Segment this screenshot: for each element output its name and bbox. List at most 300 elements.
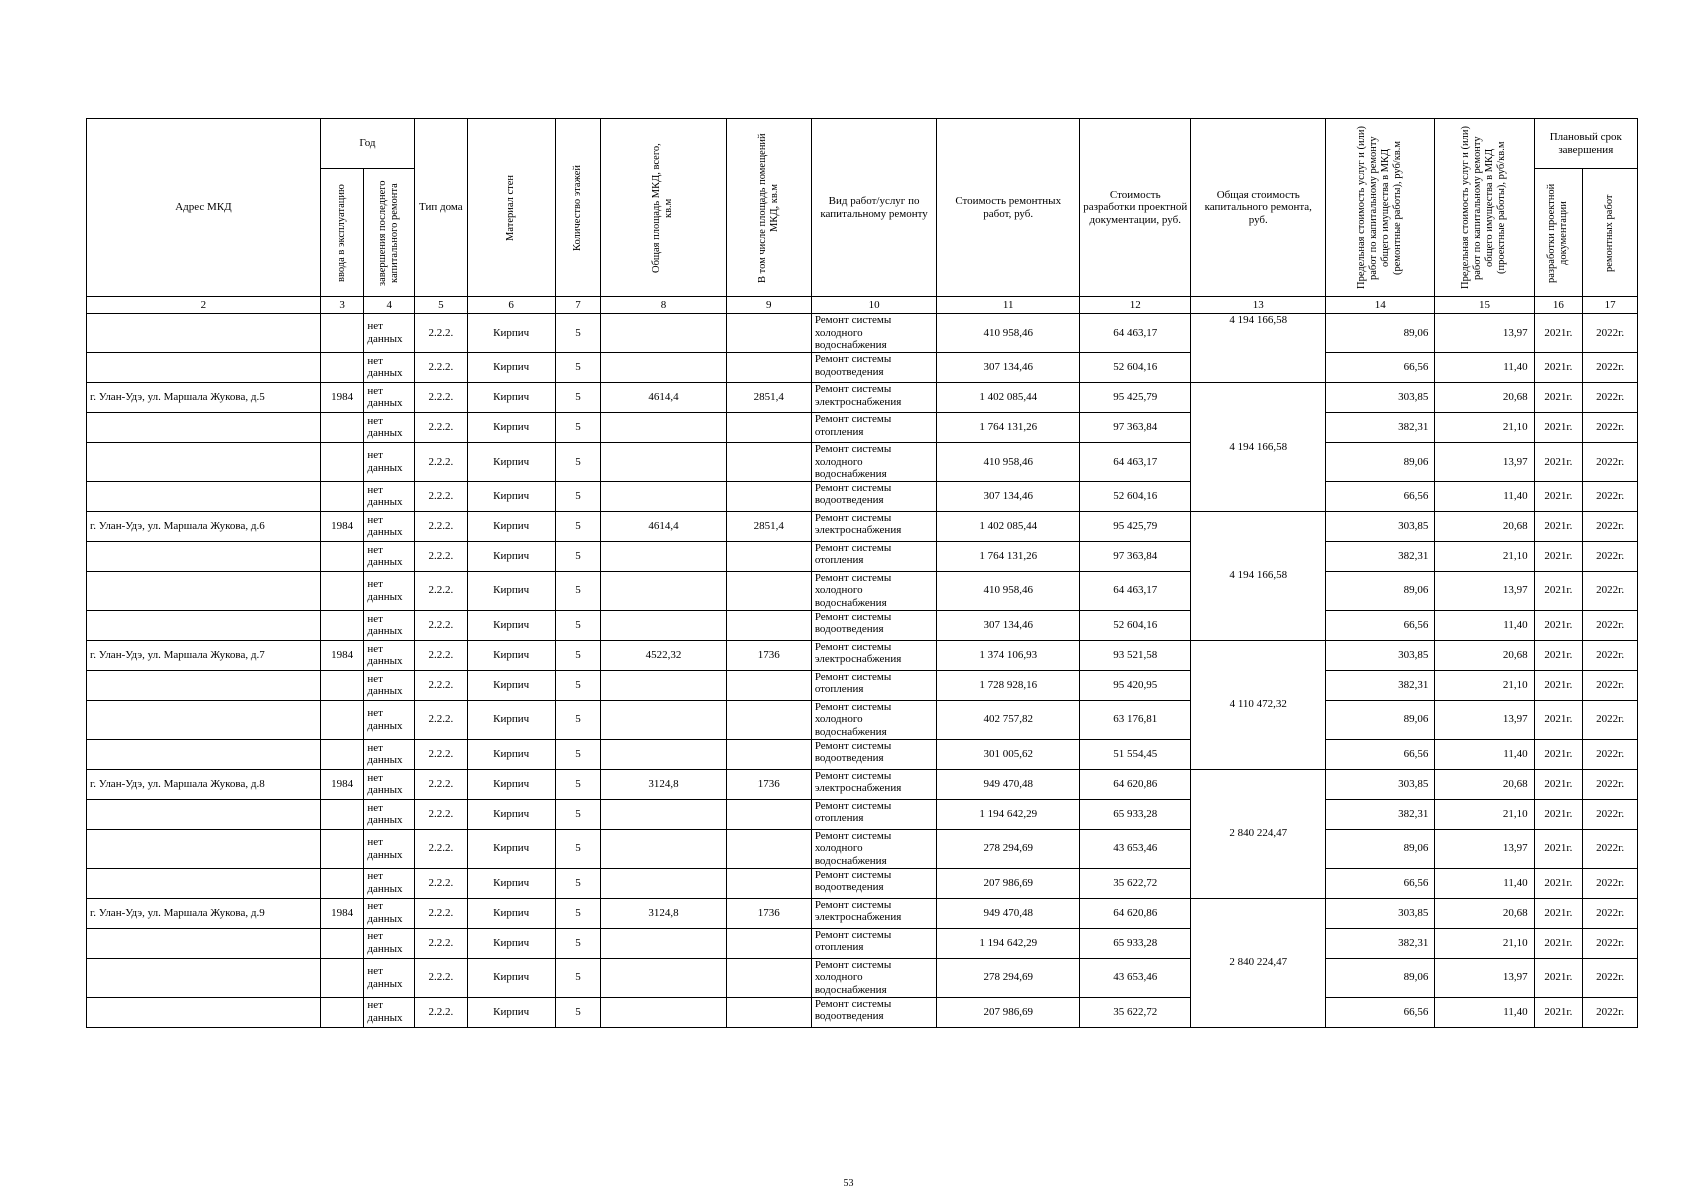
column-number: 10 [811, 297, 937, 314]
plan-design-cell: 2021г. [1534, 700, 1583, 739]
premises-area-cell: 1736 [726, 898, 811, 928]
limit-repair-cell: 303,85 [1326, 769, 1435, 799]
plan-design-cell: 2021г. [1534, 898, 1583, 928]
limit-repair-cell: 66,56 [1326, 868, 1435, 898]
design-cost-cell: 52 604,16 [1080, 610, 1191, 640]
header-planned-repair-text: ремонтных работ [1604, 193, 1616, 272]
total-area-cell: 4614,4 [601, 382, 727, 412]
address-cell [87, 997, 321, 1027]
wall-material-cell: Кирпич [467, 412, 555, 442]
limit-repair-cell: 382,31 [1326, 928, 1435, 958]
limit-repair-cell: 89,06 [1326, 700, 1435, 739]
address-cell [87, 829, 321, 868]
address-cell [87, 481, 321, 511]
address-cell [87, 412, 321, 442]
header-planned: Плановый срок завершения [1534, 119, 1637, 169]
header-total-area-text: Общая площадь МКД, всего, кв.м [651, 142, 675, 273]
table-row [87, 739, 1638, 769]
house-type-cell: 2.2.2. [415, 314, 468, 353]
design-cost-cell: 95 420,95 [1080, 670, 1191, 700]
limit-design-cell: 11,40 [1435, 997, 1534, 1027]
floors-cell: 5 [555, 829, 601, 868]
commission-year-cell [320, 541, 364, 571]
commission-year-cell [320, 829, 364, 868]
limit-design-cell: 20,68 [1435, 511, 1534, 541]
column-number: 6 [467, 297, 555, 314]
plan-repair-cell: 2022г. [1583, 412, 1638, 442]
house-type-cell: 2.2.2. [415, 670, 468, 700]
commission-year-cell: 1984 [320, 898, 364, 928]
plan-design-cell: 2021г. [1534, 670, 1583, 700]
house-type-cell: 2.2.2. [415, 958, 468, 997]
plan-repair-cell: 2022г. [1583, 511, 1638, 541]
plan-design-cell: 2021г. [1534, 571, 1583, 610]
last-repair-cell: нет данных [364, 571, 415, 610]
plan-repair-cell: 2022г. [1583, 898, 1638, 928]
total-area-cell: 4522,32 [601, 640, 727, 670]
wall-material-cell: Кирпич [467, 481, 555, 511]
table-row [87, 799, 1638, 829]
last-repair-cell: нет данных [364, 958, 415, 997]
house-type-cell: 2.2.2. [415, 997, 468, 1027]
header-total-area [601, 119, 727, 297]
total-area-cell [601, 314, 727, 353]
design-cost-cell: 65 933,28 [1080, 928, 1191, 958]
address-cell [87, 958, 321, 997]
column-number: 5 [415, 297, 468, 314]
total-area-cell [601, 799, 727, 829]
premises-area-cell [726, 997, 811, 1027]
limit-design-cell: 11,40 [1435, 739, 1534, 769]
house-type-cell: 2.2.2. [415, 700, 468, 739]
commission-year-cell: 1984 [320, 511, 364, 541]
design-cost-cell: 97 363,84 [1080, 541, 1191, 571]
commission-year-cell [320, 868, 364, 898]
limit-repair-cell: 66,56 [1326, 739, 1435, 769]
house-type-cell: 2.2.2. [415, 481, 468, 511]
table-row [87, 700, 1638, 739]
house-type-cell: 2.2.2. [415, 382, 468, 412]
limit-repair-cell: 66,56 [1326, 997, 1435, 1027]
header-premises-area-text: В том числе площадь помещений МКД, кв.м [756, 132, 780, 283]
address-cell: г. Улан-Удэ, ул. Маршала Жукова, д.7 [87, 640, 321, 670]
floors-cell: 5 [555, 868, 601, 898]
house-type-cell: 2.2.2. [415, 640, 468, 670]
address-cell [87, 352, 321, 382]
limit-repair-cell: 382,31 [1326, 412, 1435, 442]
repair-cost-cell: 1 194 642,29 [937, 928, 1080, 958]
total-area-cell: 4614,4 [601, 511, 727, 541]
limit-repair-cell: 89,06 [1326, 571, 1435, 610]
address-cell [87, 700, 321, 739]
work-type-cell: Ремонт системы электроснабжения [811, 769, 937, 799]
commission-year-cell [320, 799, 364, 829]
column-number: 11 [937, 297, 1080, 314]
table-row [87, 898, 1638, 928]
repair-cost-cell: 207 986,69 [937, 997, 1080, 1027]
wall-material-cell: Кирпич [467, 442, 555, 481]
address-cell [87, 314, 321, 353]
column-number: 13 [1191, 297, 1326, 314]
plan-repair-cell: 2022г. [1583, 640, 1638, 670]
design-cost-cell: 95 425,79 [1080, 511, 1191, 541]
last-repair-cell: нет данных [364, 442, 415, 481]
floors-cell: 5 [555, 541, 601, 571]
premises-area-cell [726, 352, 811, 382]
commission-year-cell [320, 314, 364, 353]
header-wall-material-text: Материал стен [505, 174, 517, 241]
table-row [87, 382, 1638, 412]
last-repair-cell: нет данных [364, 481, 415, 511]
wall-material-cell: Кирпич [467, 868, 555, 898]
address-cell: г. Улан-Удэ, ул. Маршала Жукова, д.5 [87, 382, 321, 412]
commission-year-cell [320, 610, 364, 640]
design-cost-cell: 64 463,17 [1080, 442, 1191, 481]
plan-repair-cell: 2022г. [1583, 799, 1638, 829]
header-repair-cost: Стоимость ремонтных работ, руб. [937, 119, 1080, 297]
header-wall-material [467, 119, 555, 297]
floors-cell: 5 [555, 799, 601, 829]
table-row [87, 997, 1638, 1027]
header-floors [555, 119, 601, 297]
total-area-cell [601, 700, 727, 739]
wall-material-cell: Кирпич [467, 314, 555, 353]
repair-cost-cell: 1 402 085,44 [937, 511, 1080, 541]
table-row [87, 670, 1638, 700]
address-cell [87, 670, 321, 700]
premises-area-cell [726, 739, 811, 769]
table-row [87, 511, 1638, 541]
plan-repair-cell: 2022г. [1583, 670, 1638, 700]
house-type-cell: 2.2.2. [415, 799, 468, 829]
plan-repair-cell: 2022г. [1583, 541, 1638, 571]
repair-cost-cell: 307 134,46 [937, 481, 1080, 511]
plan-design-cell: 2021г. [1534, 769, 1583, 799]
header-limit-design [1435, 119, 1534, 297]
header-work-type: Вид работ/услуг по капитальному ремонту [811, 119, 937, 297]
commission-year-cell [320, 928, 364, 958]
premises-area-cell [726, 541, 811, 571]
design-cost-cell: 35 622,72 [1080, 868, 1191, 898]
work-type-cell: Ремонт системы отопления [811, 541, 937, 571]
work-type-cell: Ремонт системы холодного водоснабжения [811, 571, 937, 610]
header-design-cost: Стоимость разработки проектной документации, руб. [1080, 119, 1191, 297]
repair-cost-cell: 949 470,48 [937, 898, 1080, 928]
repair-cost-cell: 1 194 642,29 [937, 799, 1080, 829]
address-cell [87, 541, 321, 571]
total-area-cell [601, 997, 727, 1027]
plan-design-cell: 2021г. [1534, 640, 1583, 670]
limit-repair-cell: 382,31 [1326, 670, 1435, 700]
wall-material-cell: Кирпич [467, 997, 555, 1027]
total-cost-cell: 4 194 166,58 [1191, 314, 1326, 383]
wall-material-cell: Кирпич [467, 382, 555, 412]
limit-repair-cell: 89,06 [1326, 442, 1435, 481]
header-year-commission-text: ввода в эксплуатацию [336, 183, 348, 282]
repair-cost-cell: 1 764 131,26 [937, 412, 1080, 442]
last-repair-cell: нет данных [364, 868, 415, 898]
plan-design-cell: 2021г. [1534, 928, 1583, 958]
house-type-cell: 2.2.2. [415, 571, 468, 610]
premises-area-cell [726, 799, 811, 829]
commission-year-cell [320, 481, 364, 511]
commission-year-cell [320, 670, 364, 700]
column-number: 8 [601, 297, 727, 314]
design-cost-cell: 43 653,46 [1080, 958, 1191, 997]
work-type-cell: Ремонт системы отопления [811, 928, 937, 958]
design-cost-cell: 52 604,16 [1080, 352, 1191, 382]
wall-material-cell: Кирпич [467, 352, 555, 382]
design-cost-cell: 65 933,28 [1080, 799, 1191, 829]
limit-design-cell: 20,68 [1435, 898, 1534, 928]
total-area-cell [601, 928, 727, 958]
table-row [87, 958, 1638, 997]
plan-design-cell: 2021г. [1534, 739, 1583, 769]
design-cost-cell: 95 425,79 [1080, 382, 1191, 412]
limit-repair-cell: 303,85 [1326, 640, 1435, 670]
plan-repair-cell: 2022г. [1583, 829, 1638, 868]
column-number: 14 [1326, 297, 1435, 314]
plan-repair-cell: 2022г. [1583, 610, 1638, 640]
floors-cell: 5 [555, 958, 601, 997]
header-limit-repair [1326, 119, 1435, 297]
floors-cell: 5 [555, 769, 601, 799]
last-repair-cell: нет данных [364, 314, 415, 353]
work-type-cell: Ремонт системы холодного водоснабжения [811, 314, 937, 353]
last-repair-cell: нет данных [364, 898, 415, 928]
limit-repair-cell: 66,56 [1326, 481, 1435, 511]
floors-cell: 5 [555, 739, 601, 769]
column-number-row [87, 297, 1638, 314]
commission-year-cell [320, 997, 364, 1027]
plan-design-cell: 2021г. [1534, 958, 1583, 997]
total-area-cell [601, 610, 727, 640]
design-cost-cell: 97 363,84 [1080, 412, 1191, 442]
table-row [87, 314, 1638, 353]
last-repair-cell: нет данных [364, 700, 415, 739]
address-cell [87, 739, 321, 769]
house-type-cell: 2.2.2. [415, 739, 468, 769]
house-type-cell: 2.2.2. [415, 511, 468, 541]
limit-design-cell: 21,10 [1435, 670, 1534, 700]
commission-year-cell [320, 700, 364, 739]
work-type-cell: Ремонт системы холодного водоснабжения [811, 958, 937, 997]
plan-repair-cell: 2022г. [1583, 481, 1638, 511]
limit-design-cell: 21,10 [1435, 541, 1534, 571]
limit-repair-cell: 382,31 [1326, 799, 1435, 829]
plan-repair-cell: 2022г. [1583, 739, 1638, 769]
total-area-cell [601, 352, 727, 382]
repair-cost-cell: 1 728 928,16 [937, 670, 1080, 700]
premises-area-cell: 2851,4 [726, 382, 811, 412]
header-planned-design-text: разработки проектной документации [1546, 182, 1570, 283]
premises-area-cell [726, 928, 811, 958]
total-area-cell [601, 868, 727, 898]
design-cost-cell: 35 622,72 [1080, 997, 1191, 1027]
header-total-cost: Общая стоимость капитального ремонта, руб. [1191, 119, 1326, 297]
last-repair-cell: нет данных [364, 997, 415, 1027]
work-type-cell: Ремонт системы водоотведения [811, 868, 937, 898]
table-row [87, 412, 1638, 442]
house-type-cell: 2.2.2. [415, 898, 468, 928]
premises-area-cell [726, 868, 811, 898]
plan-design-cell: 2021г. [1534, 442, 1583, 481]
limit-repair-cell: 89,06 [1326, 958, 1435, 997]
work-type-cell: Ремонт системы холодного водоснабжения [811, 829, 937, 868]
header-limit-repair-text: Предельная стоимость услуг и (или) работ по капитальному ремонту общего имущества в МКД (ремонтные работы), руб/кв.м [1356, 126, 1404, 289]
repair-cost-cell: 410 958,46 [937, 314, 1080, 353]
wall-material-cell: Кирпич [467, 670, 555, 700]
premises-area-cell: 1736 [726, 769, 811, 799]
repair-cost-cell: 1 764 131,26 [937, 541, 1080, 571]
plan-design-cell: 2021г. [1534, 382, 1583, 412]
limit-design-cell: 13,97 [1435, 314, 1534, 353]
floors-cell: 5 [555, 898, 601, 928]
plan-design-cell: 2021г. [1534, 610, 1583, 640]
house-type-cell: 2.2.2. [415, 610, 468, 640]
table-row [87, 541, 1638, 571]
work-type-cell: Ремонт системы электроснабжения [811, 640, 937, 670]
table-row [87, 442, 1638, 481]
column-number: 12 [1080, 297, 1191, 314]
header-year-commission [320, 169, 364, 297]
limit-repair-cell: 66,56 [1326, 610, 1435, 640]
wall-material-cell: Кирпич [467, 640, 555, 670]
plan-repair-cell: 2022г. [1583, 352, 1638, 382]
repair-cost-cell: 1 402 085,44 [937, 382, 1080, 412]
limit-design-cell: 13,97 [1435, 829, 1534, 868]
premises-area-cell [726, 958, 811, 997]
plan-repair-cell: 2022г. [1583, 571, 1638, 610]
house-type-cell: 2.2.2. [415, 352, 468, 382]
limit-design-cell: 11,40 [1435, 868, 1534, 898]
header-floors-text: Количество этажей [571, 164, 583, 251]
last-repair-cell: нет данных [364, 511, 415, 541]
total-area-cell [601, 571, 727, 610]
design-cost-cell: 64 620,86 [1080, 898, 1191, 928]
wall-material-cell: Кирпич [467, 799, 555, 829]
header-premises-area [726, 119, 811, 297]
premises-area-cell: 1736 [726, 640, 811, 670]
plan-design-cell: 2021г. [1534, 829, 1583, 868]
floors-cell: 5 [555, 640, 601, 670]
repair-table [86, 118, 1638, 1028]
limit-design-cell: 20,68 [1435, 769, 1534, 799]
limit-repair-cell: 382,31 [1326, 541, 1435, 571]
plan-design-cell: 2021г. [1534, 799, 1583, 829]
column-number: 15 [1435, 297, 1534, 314]
commission-year-cell: 1984 [320, 769, 364, 799]
premises-area-cell [726, 442, 811, 481]
plan-repair-cell: 2022г. [1583, 928, 1638, 958]
plan-design-cell: 2021г. [1534, 868, 1583, 898]
design-cost-cell: 43 653,46 [1080, 829, 1191, 868]
wall-material-cell: Кирпич [467, 571, 555, 610]
last-repair-cell: нет данных [364, 412, 415, 442]
header-address: Адрес МКД [87, 119, 321, 297]
limit-design-cell: 21,10 [1435, 799, 1534, 829]
floors-cell: 5 [555, 481, 601, 511]
column-number: 16 [1534, 297, 1583, 314]
limit-repair-cell: 303,85 [1326, 382, 1435, 412]
house-type-cell: 2.2.2. [415, 412, 468, 442]
limit-design-cell: 21,10 [1435, 412, 1534, 442]
repair-cost-cell: 278 294,69 [937, 958, 1080, 997]
floors-cell: 5 [555, 352, 601, 382]
limit-design-cell: 13,97 [1435, 571, 1534, 610]
address-cell: г. Улан-Удэ, ул. Маршала Жукова, д.9 [87, 898, 321, 928]
table-row [87, 571, 1638, 610]
house-type-cell: 2.2.2. [415, 442, 468, 481]
repair-cost-cell: 410 958,46 [937, 571, 1080, 610]
work-type-cell: Ремонт системы холодного водоснабжения [811, 700, 937, 739]
commission-year-cell: 1984 [320, 640, 364, 670]
work-type-cell: Ремонт системы водоотведения [811, 481, 937, 511]
plan-design-cell: 2021г. [1534, 481, 1583, 511]
plan-design-cell: 2021г. [1534, 352, 1583, 382]
total-area-cell: 3124,8 [601, 769, 727, 799]
last-repair-cell: нет данных [364, 829, 415, 868]
floors-cell: 5 [555, 997, 601, 1027]
limit-design-cell: 13,97 [1435, 442, 1534, 481]
header-planned-repair [1583, 169, 1638, 297]
design-cost-cell: 51 554,45 [1080, 739, 1191, 769]
commission-year-cell [320, 739, 364, 769]
total-area-cell [601, 958, 727, 997]
premises-area-cell: 2851,4 [726, 511, 811, 541]
table-row [87, 610, 1638, 640]
total-area-cell [601, 829, 727, 868]
repair-cost-cell: 307 134,46 [937, 352, 1080, 382]
total-cost-cell: 2 840 224,47 [1191, 898, 1326, 1027]
last-repair-cell: нет данных [364, 640, 415, 670]
column-number: 3 [320, 297, 364, 314]
address-cell [87, 868, 321, 898]
limit-design-cell: 11,40 [1435, 610, 1534, 640]
plan-design-cell: 2021г. [1534, 511, 1583, 541]
work-type-cell: Ремонт системы электроснабжения [811, 511, 937, 541]
address-cell: г. Улан-Удэ, ул. Маршала Жукова, д.8 [87, 769, 321, 799]
limit-design-cell: 21,10 [1435, 928, 1534, 958]
last-repair-cell: нет данных [364, 541, 415, 571]
last-repair-cell: нет данных [364, 382, 415, 412]
total-area-cell [601, 739, 727, 769]
plan-repair-cell: 2022г. [1583, 868, 1638, 898]
last-repair-cell: нет данных [364, 769, 415, 799]
limit-design-cell: 20,68 [1435, 640, 1534, 670]
table-row [87, 769, 1638, 799]
wall-material-cell: Кирпич [467, 700, 555, 739]
total-area-cell [601, 442, 727, 481]
plan-repair-cell: 2022г. [1583, 997, 1638, 1027]
header-year-last-repair [364, 169, 415, 297]
repair-cost-cell: 307 134,46 [937, 610, 1080, 640]
total-cost-cell: 4 194 166,58 [1191, 382, 1326, 511]
total-area-cell [601, 670, 727, 700]
last-repair-cell: нет данных [364, 928, 415, 958]
commission-year-cell [320, 442, 364, 481]
total-cost-cell: 2 840 224,47 [1191, 769, 1326, 898]
total-area-cell [601, 541, 727, 571]
design-cost-cell: 64 463,17 [1080, 571, 1191, 610]
repair-cost-cell: 410 958,46 [937, 442, 1080, 481]
address-cell [87, 610, 321, 640]
floors-cell: 5 [555, 511, 601, 541]
plan-repair-cell: 2022г. [1583, 442, 1638, 481]
last-repair-cell: нет данных [364, 670, 415, 700]
wall-material-cell: Кирпич [467, 898, 555, 928]
floors-cell: 5 [555, 610, 601, 640]
